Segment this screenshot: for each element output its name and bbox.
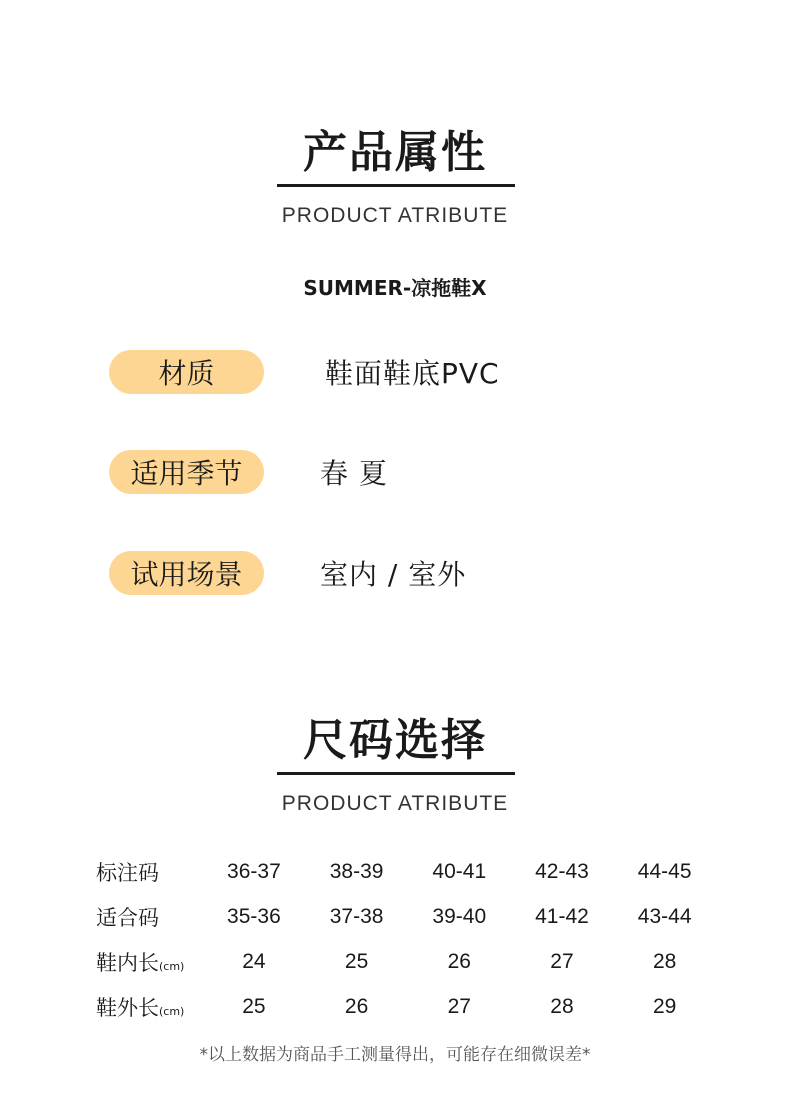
size-cell: 39-40 — [432, 904, 487, 928]
attribute-label-season: 适用季节 — [109, 450, 264, 494]
attribute-label-scene: 试用场景 — [109, 551, 264, 595]
size-cell: 40-41 — [432, 859, 487, 883]
size-cell: 36-37 — [227, 859, 281, 883]
attribute-value-scene: 室内 / 室外 — [320, 558, 467, 591]
size-row-inner-length — [96, 939, 716, 984]
size-subtitle: PRODUCT ATRIBUTE — [281, 792, 509, 815]
attribute-value-season: 春 夏 — [320, 457, 388, 490]
attributes-title: 产品属性 — [303, 127, 487, 178]
size-row-label: 鞋外长(cm) — [96, 995, 185, 1020]
size-cell: 41-42 — [535, 904, 589, 928]
size-cell: 28 — [652, 949, 677, 973]
size-row-fit — [96, 894, 716, 939]
measurement-note: *以上数据为商品手工测量得出，可能存在细微误差* — [199, 1045, 591, 1065]
attributes-subtitle: PRODUCT ATRIBUTE — [281, 204, 509, 227]
size-row-marked — [96, 849, 716, 894]
size-cell: 43-44 — [637, 904, 692, 928]
size-cell: 26 — [344, 994, 369, 1018]
size-row-outer-length — [96, 984, 716, 1029]
size-table — [96, 849, 716, 1029]
size-row-label: 标注码 — [96, 860, 159, 885]
size-cell: 38-39 — [329, 859, 384, 883]
size-cell: 29 — [652, 994, 677, 1018]
attribute-row-season — [0, 450, 790, 494]
size-row-label: 适合码 — [96, 905, 159, 930]
size-cell: 28 — [550, 994, 574, 1018]
attribute-label-material: 材质 — [109, 350, 264, 394]
size-title: 尺码选择 — [303, 715, 487, 766]
attributes-title-rule — [277, 184, 515, 187]
size-cell: 35-36 — [227, 904, 281, 928]
size-cell: 37-38 — [329, 904, 384, 928]
size-title-rule — [277, 772, 515, 775]
size-cell: 27 — [550, 949, 574, 973]
size-cell: 25 — [242, 994, 266, 1018]
size-cell: 27 — [447, 994, 471, 1018]
attribute-row-material — [0, 350, 790, 394]
product-name: SUMMER-凉拖鞋X — [303, 276, 487, 300]
size-row-label: 鞋内长(cm) — [96, 950, 185, 975]
size-cell: 26 — [447, 949, 471, 973]
size-cell: 25 — [344, 949, 369, 973]
size-cell: 24 — [242, 949, 266, 973]
attribute-value-material: 鞋面鞋底PVC — [325, 357, 500, 390]
size-cell: 42-43 — [535, 859, 589, 883]
size-cell: 44-45 — [637, 859, 692, 883]
attribute-row-scene — [0, 551, 790, 595]
